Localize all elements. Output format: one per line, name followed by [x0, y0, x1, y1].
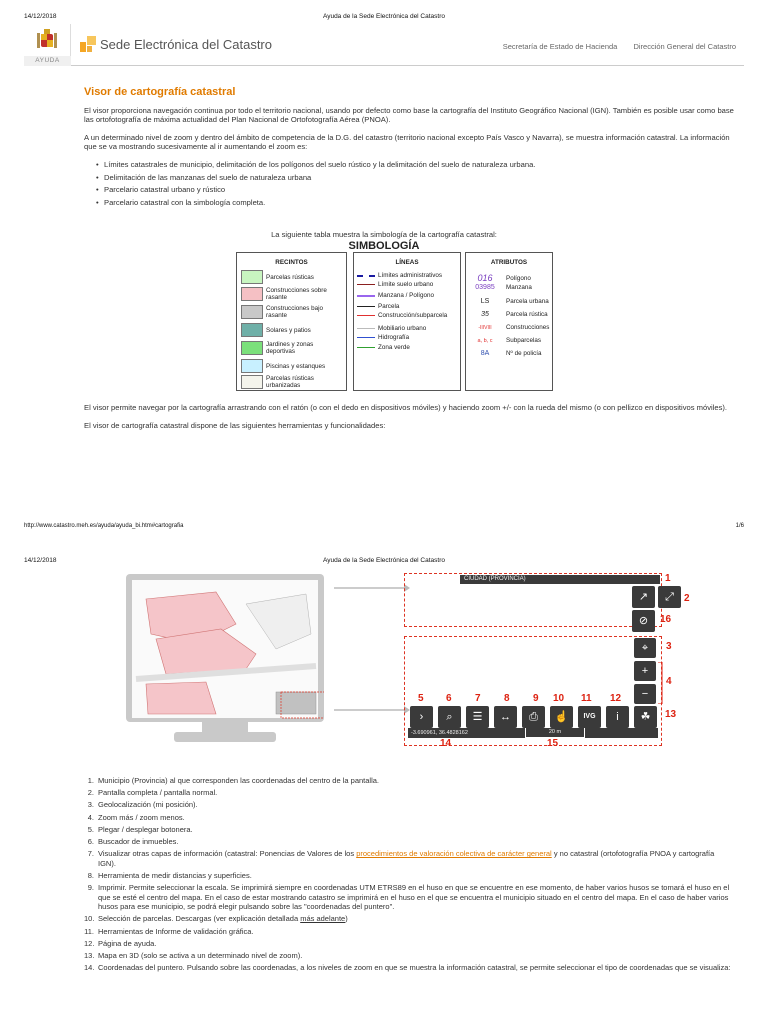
atributo-symbol: -IIIVIII	[478, 324, 492, 331]
list-item	[84, 800, 734, 810]
atributo-row	[472, 350, 542, 357]
callout-3: 3	[666, 641, 672, 652]
more-below-link[interactable]: más adelante	[300, 914, 346, 924]
help-button[interactable]: i	[606, 706, 629, 728]
item-number: 2.	[87, 788, 94, 798]
linea-row	[357, 334, 409, 341]
recinto-row	[241, 375, 336, 389]
swatch	[241, 270, 263, 284]
item-number: 6.	[87, 836, 94, 846]
item-number: 4.	[87, 812, 94, 822]
line-sample	[357, 306, 375, 307]
layers-button[interactable]: ☰	[466, 706, 489, 728]
connector-arrows	[332, 580, 412, 720]
link-secretaria[interactable]: Secretaría de Estado de Hacienda	[502, 42, 618, 51]
list-item	[84, 788, 734, 798]
callout-11: 11	[581, 693, 592, 704]
linea-row	[357, 312, 447, 319]
swatch	[241, 375, 263, 389]
para-4: El visor de cartografía catastral dispone de las siguientes herramientas y funcionalidades:	[84, 420, 386, 430]
linea-row	[357, 281, 433, 288]
atributo-symbol: 8A	[480, 350, 490, 357]
item-text: Plegar / desplegar botonera.	[98, 824, 193, 834]
recinto-label: Piscinas y estanques	[266, 362, 326, 370]
header-links	[489, 42, 736, 51]
item-number: 5.	[87, 824, 94, 834]
callout-15: 15	[547, 738, 559, 749]
measure-button[interactable]: ↔	[494, 706, 517, 728]
list-item	[84, 914, 734, 924]
recinto-row	[241, 305, 338, 319]
list-item	[84, 849, 734, 868]
location-bar: CIUDAD (PROVINCIA)	[460, 575, 660, 584]
callout-2: 2	[684, 593, 690, 604]
linea-row	[357, 303, 399, 310]
atributo-symbol: 35	[481, 311, 489, 318]
atributo-row	[472, 273, 531, 283]
linea-label: Límite suelo urbano	[378, 281, 434, 288]
table-caption: La siguiente tabla muestra la simbología de la cartografía catastral:	[271, 230, 497, 239]
callout-5: 5	[418, 693, 424, 704]
para-2: A un determinado nivel de zoom y dentro del ámbito de competencia de la D.G. del catastro (territorio nacional excepto País Vasco y Navarra), se muestra información catastral. La información que se va mostrando sucesivamente al ir aumentando el zoom es:	[84, 132, 730, 152]
symbology-table	[236, 252, 556, 392]
item-text-pre: Selección de parcelas. Descargas (ver explicación detallada	[98, 914, 301, 924]
bracket-icon	[658, 662, 666, 704]
callout-16: 16	[660, 614, 672, 625]
item-text-pre: Visualizar otras capas de información (catastral: Ponencias de Valores de los	[98, 849, 357, 859]
callout-14: 14	[440, 738, 452, 749]
item-text: Herramientas de Informe de validación gráfica.	[98, 926, 254, 936]
parcel-select-button[interactable]: ☝	[550, 706, 573, 728]
recinto-label: Construcciones bajo rasante	[266, 305, 324, 319]
map-3d-button[interactable]: ☘	[634, 706, 657, 728]
linea-row	[357, 272, 442, 279]
recinto-label: Parcelas rústicas	[266, 273, 314, 281]
linea-label: Mobiliario urbano	[378, 325, 427, 332]
item-text-post: )	[345, 914, 348, 924]
atributo-row	[472, 311, 548, 318]
list-item	[84, 837, 734, 847]
item-text: Página de ayuda.	[98, 938, 157, 948]
list-item	[84, 951, 734, 961]
list-item	[84, 825, 734, 835]
para-3: El visor permite navegar por la cartografía arrastrando con el ratón (o con el dedo en dispositivos móviles) y haciendo zoom +/- con la rueda del mismo (o con pellizco en dispositivos móviles).	[84, 403, 728, 412]
list-item: • Parcelario catastral urbano y rústico	[96, 185, 734, 195]
list-item: • Parcelario catastral con la simbología completa.	[96, 198, 734, 208]
valuation-procedures-link[interactable]: procedimientos de valoración colectiva de carácter general	[356, 849, 552, 859]
linea-label: Manzana / Polígono	[378, 292, 435, 299]
print-date: 14/12/2018	[24, 13, 57, 20]
para-1: El visor proporciona navegación continua por todo el territorio nacional, usando por defecto como base la cartografía del Instituto Geográfico Nacional (IGN). También es posible usar como base las ortofotografía de máxima actualidad del Plan Nacional de Ortofotografía Aérea (PNOA).	[84, 105, 734, 125]
fullscreen-button[interactable]: ⤢	[658, 586, 681, 608]
catastro-logo-icon	[80, 36, 96, 52]
recinto-label: Solares y patios	[266, 326, 311, 334]
item-text: Zoom más / zoom menos.	[98, 812, 185, 822]
callout-9: 9	[533, 693, 539, 704]
coat-of-arms-icon	[36, 28, 58, 52]
list-item	[84, 927, 734, 937]
item-text: Municipio (Provincia) al que corresponden las coordenadas del centro de la pantalla.	[98, 776, 380, 785]
item-text: Buscador de inmuebles.	[98, 836, 179, 846]
linea-label: Límites administrativos	[378, 272, 443, 279]
section-title: Visor de cartografía catastral	[84, 86, 236, 98]
linea-label: Zona verde	[378, 344, 410, 351]
callout-10: 10	[553, 693, 565, 704]
linea-row	[357, 325, 426, 332]
item-text: Mapa en 3D (solo se activa a un determinado nivel de zoom).	[98, 951, 303, 961]
item-text	[98, 849, 734, 868]
atributos-header: ATRIBUTOS	[490, 259, 528, 266]
item-number: 7.	[87, 849, 94, 859]
swatch	[241, 287, 263, 301]
atributo-label: Construcciones	[506, 324, 550, 331]
atributo-label: Parcela rústica	[506, 311, 548, 318]
lineas-box	[353, 252, 461, 391]
list-item	[84, 883, 734, 912]
print-page: 1/6	[735, 523, 744, 529]
line-sample	[357, 337, 375, 338]
atributo-row	[472, 298, 549, 305]
line-sample	[357, 295, 375, 297]
recinto-row	[241, 270, 314, 284]
atributo-symbol: LS	[480, 298, 490, 305]
site-header	[24, 24, 744, 66]
atributo-label: Parcela urbana	[506, 298, 549, 305]
linea-row	[357, 344, 410, 351]
ivg-button[interactable]: IVG	[578, 706, 601, 728]
symbology-title: SIMBOLOGÍA	[348, 240, 420, 252]
item-number: 1.	[87, 776, 94, 785]
item-text-post: y no catastral (ortofotografía PNOA y cartografía IGN).	[98, 849, 715, 868]
list-item: • Límites catastrales de municipio, delimitación de los polígonos del suelo rústico y la delimitación del suelo de naturaleza urbana.	[96, 160, 734, 170]
item-number: 10.	[84, 914, 95, 924]
callout-13: 13	[665, 709, 677, 720]
atributo-symbol: 016	[477, 273, 493, 283]
item-number: 11.	[84, 926, 94, 936]
swatch	[241, 341, 263, 355]
callout-6: 6	[446, 693, 452, 704]
item-number: 8.	[87, 870, 94, 880]
line-sample	[357, 328, 375, 329]
item-number: 12.	[84, 938, 95, 948]
link-direccion[interactable]: Dirección General del Catastro	[633, 42, 736, 51]
list-item	[84, 813, 734, 823]
recintos-box	[236, 252, 347, 391]
linea-row	[357, 292, 434, 299]
scale-bar: 20 m	[525, 728, 585, 738]
atributo-label: Subparcelas	[506, 337, 542, 344]
atributo-label: Nº de policía	[506, 350, 542, 357]
recintos-header: RECINTOS	[275, 259, 308, 266]
recinto-label: Parcelas rústicas urbanizadas	[266, 375, 314, 389]
print-button[interactable]: ⎙	[522, 706, 545, 728]
zoom-in-button[interactable]: +	[634, 661, 656, 681]
recinto-row	[241, 323, 311, 337]
section-content	[84, 88, 734, 210]
atributo-row	[472, 337, 541, 344]
list-item	[84, 871, 734, 881]
zoom-levels-list	[96, 160, 734, 207]
line-sample	[357, 347, 375, 348]
callout-4: 4	[666, 676, 672, 687]
list-item	[84, 963, 734, 973]
linea-label: Construcción/subparcela	[378, 312, 448, 319]
search-button[interactable]: ⌕	[438, 706, 461, 728]
callout-12: 12	[610, 693, 622, 704]
line-sample	[357, 315, 375, 316]
item-number: 3.	[87, 800, 94, 810]
callout-8: 8	[504, 693, 510, 704]
recinto-label: Construcciones sobre rasante	[266, 287, 327, 301]
atributo-label: Manzana	[506, 284, 532, 291]
toggle-toolbar-button[interactable]: ›	[410, 706, 433, 728]
atributo-row	[472, 324, 549, 331]
pointer-coords[interactable]: -3.690961, 36.4828162	[411, 730, 468, 736]
list-item	[84, 776, 734, 786]
atributo-row	[472, 284, 532, 291]
logo-box[interactable]	[24, 24, 71, 66]
atributos-box	[465, 252, 553, 391]
swatch	[241, 305, 263, 319]
geolocate-off-icon[interactable]: ⊘	[632, 610, 655, 632]
lineas-header: LÍNEAS	[395, 259, 419, 266]
ayuda-label: AYUDA	[24, 56, 71, 66]
print-date: 14/12/2018	[24, 557, 57, 564]
atributo-symbol: a, b, c	[477, 337, 493, 344]
zoom-out-button[interactable]: −	[634, 684, 656, 704]
swatch	[241, 323, 263, 337]
item-number: 9.	[87, 883, 94, 893]
item-number: 13.	[84, 951, 95, 961]
print-title: Ayuda de la Sede Electrónica del Catastro	[322, 557, 445, 564]
item-text	[98, 914, 348, 924]
recinto-row	[241, 287, 338, 301]
callout-7: 7	[475, 693, 481, 704]
exit-fullscreen-button[interactable]: ↗	[632, 586, 655, 608]
item-text: Pantalla completa / pantalla normal.	[98, 788, 218, 798]
line-sample	[357, 275, 375, 277]
monitor-illustration	[126, 574, 324, 744]
linea-label: Hidrografía	[378, 334, 410, 341]
line-sample	[357, 284, 375, 285]
linea-label: Parcela	[378, 303, 400, 310]
features-list	[84, 776, 734, 975]
item-number: 14.	[84, 963, 95, 973]
recinto-label: Jardines y zonas deportivas	[266, 341, 314, 355]
atributo-label: Polígono	[506, 274, 531, 282]
swatch	[241, 359, 263, 373]
recinto-row	[241, 359, 325, 373]
item-text: Geolocalización (mi posición).	[98, 800, 198, 810]
item-text: Coordenadas del puntero. Pulsando sobre las coordenadas, a los niveles de zoom en que se muestra la información catastral, se permite seleccionar el tipo de coordenadas que se visualiza:	[98, 963, 731, 973]
print-title: Ayuda de la Sede Electrónica del Catastro	[322, 13, 445, 20]
print-url: http://www.catastro.meh.es/ayuda/ayuda_bi.htm#cartografia	[24, 523, 184, 529]
brand-title[interactable]: Sede Electrónica del Catastro	[100, 37, 272, 52]
atributo-symbol: 03985	[475, 284, 495, 291]
list-item: • Delimitación de las manzanas del suelo de naturaleza urbana	[96, 173, 734, 183]
list-item	[84, 939, 734, 949]
callout-1: 1	[665, 573, 671, 584]
geolocation-button[interactable]: ⌖	[634, 638, 656, 658]
recinto-row	[241, 341, 336, 355]
item-text: Herramienta de medir distancias y superficies.	[98, 870, 252, 880]
item-text: Imprimir. Permite seleccionar la escala. Se imprimirá siempre en coordenadas UTM ETRS89 en el huso en que se encuentre en ese momento, de haber varios husos se tomará el huso en el que se esté el centro del mapa. En el caso de estar mostrando catastro se imprimirá en el huso en el que se encuentra el municipio situado en el centro del mapa. En el caso de haber varios husos para ese municipio, se podrá elegir pulsando sobre las "coordenadas del puntero".	[98, 883, 730, 912]
section-content-2	[84, 403, 734, 438]
